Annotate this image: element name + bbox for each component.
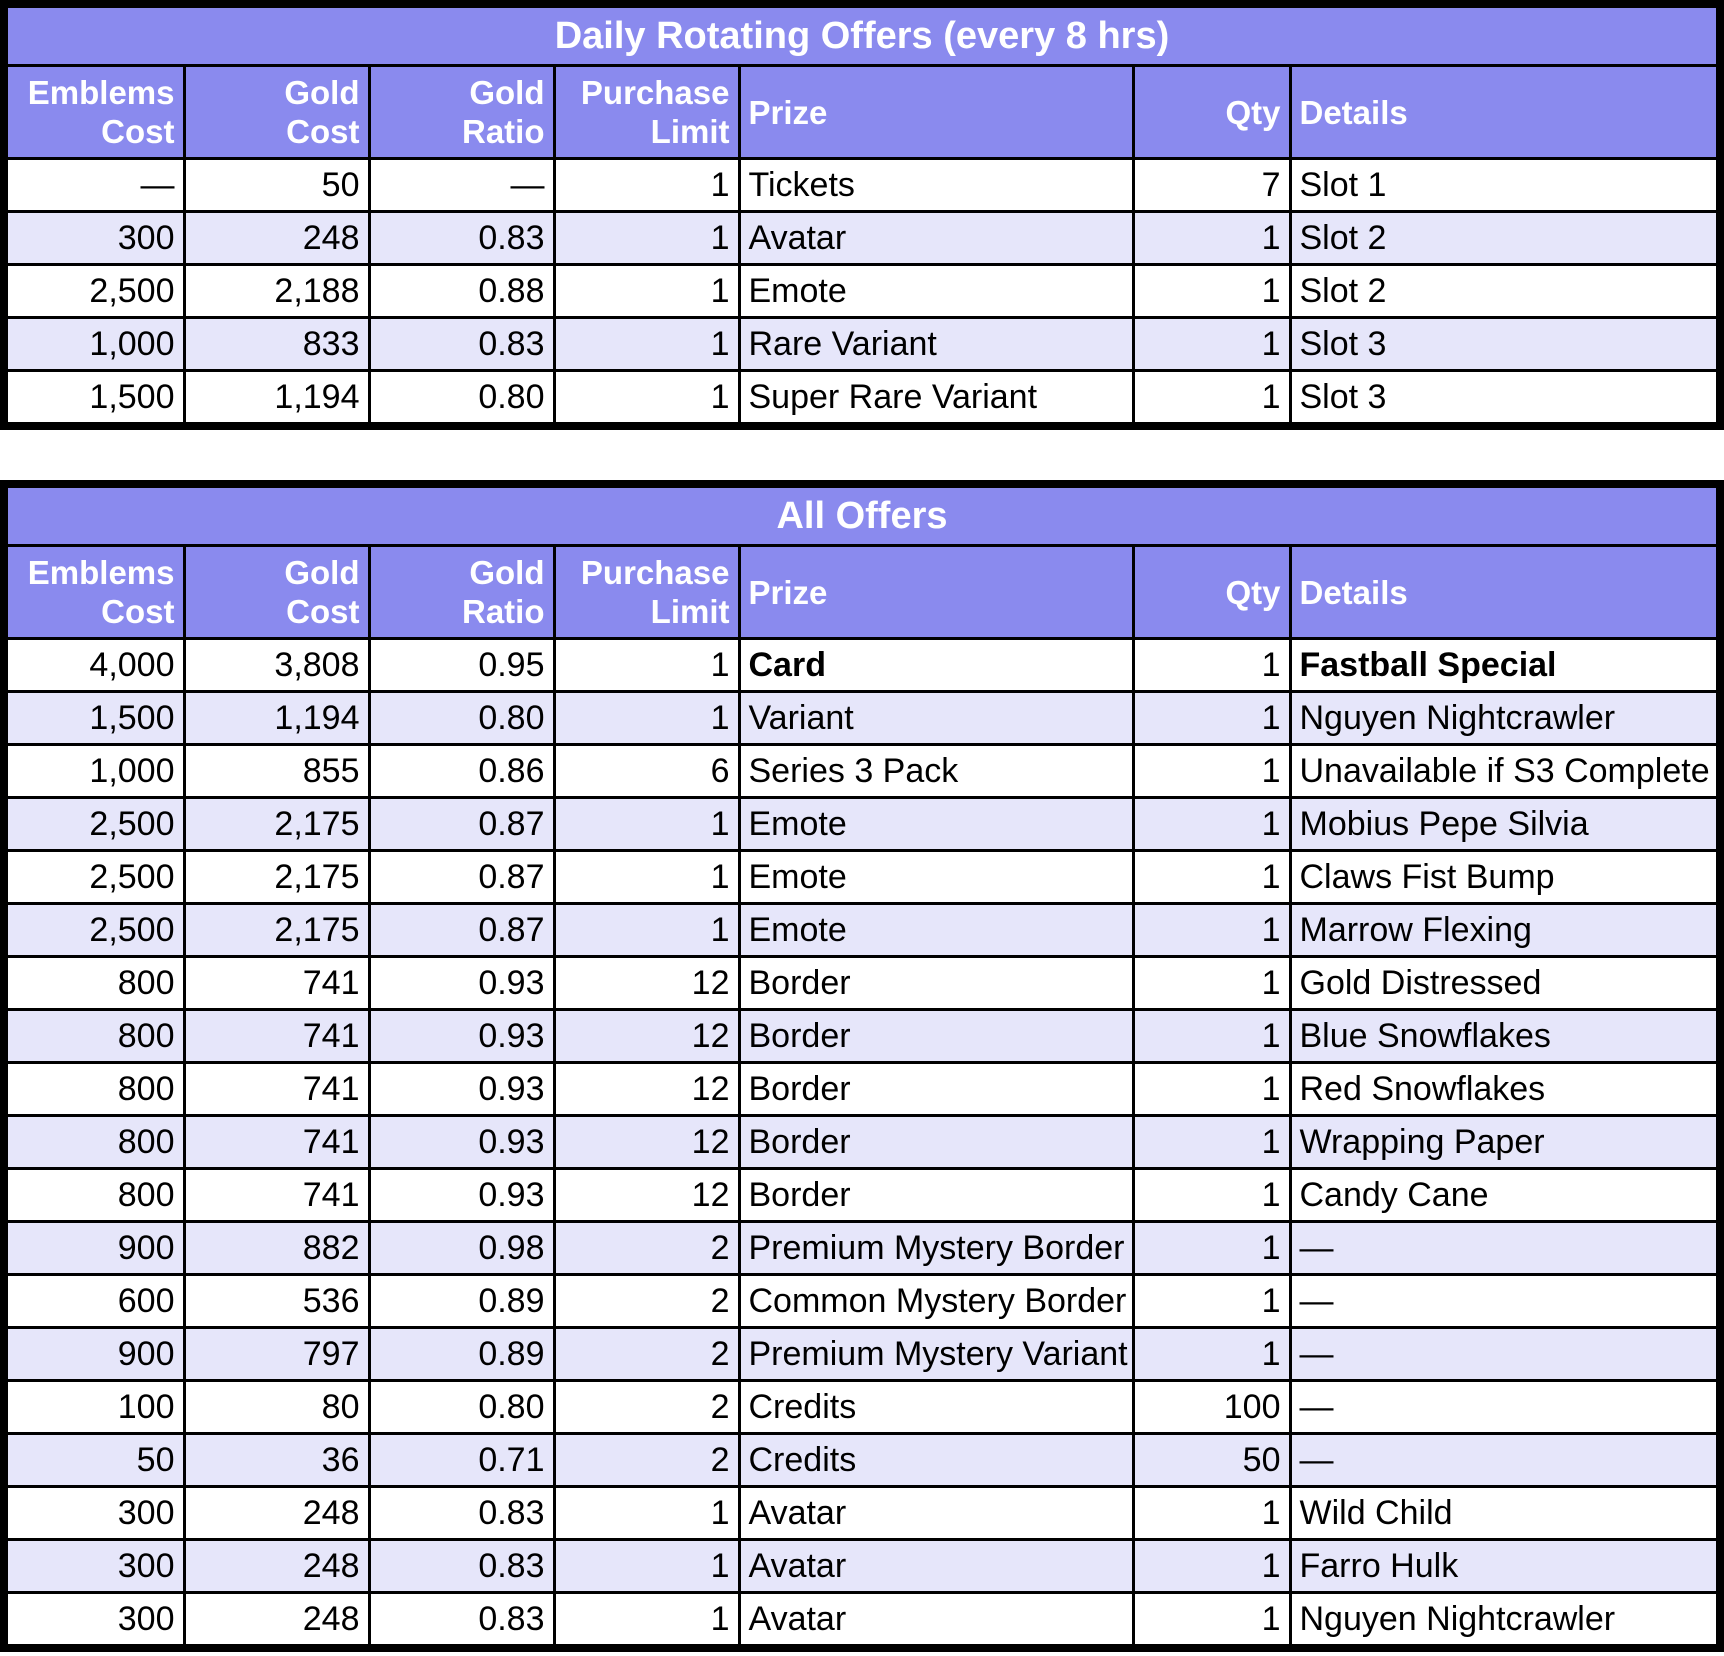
cell-qty: 1 — [1133, 957, 1290, 1010]
cell-details: Nguyen Nightcrawler — [1290, 692, 1720, 745]
cell-gold-cost: 741 — [184, 1116, 369, 1169]
table-row — [4, 1487, 1720, 1540]
cell-gold-ratio: 0.83 — [369, 1593, 554, 1649]
cell-prize: Card — [739, 639, 1133, 692]
cell-gold-ratio: 0.93 — [369, 957, 554, 1010]
cell-gold-cost: 3,808 — [184, 639, 369, 692]
cell-gold-cost: 36 — [184, 1434, 369, 1487]
cell-qty: 1 — [1133, 1222, 1290, 1275]
cell-emblems-cost: 100 — [4, 1381, 184, 1434]
table-row — [4, 639, 1720, 692]
header-details: Details — [1290, 546, 1720, 639]
cell-emblems-cost: 2,500 — [4, 798, 184, 851]
cell-prize: Emote — [739, 798, 1133, 851]
cell-gold-ratio: 0.83 — [369, 318, 554, 371]
header-purchase-limit: Purchase Limit — [554, 66, 739, 159]
cell-emblems-cost: 800 — [4, 1010, 184, 1063]
cell-qty: 1 — [1133, 904, 1290, 957]
cell-details: — — [1290, 1434, 1720, 1487]
cell-gold-cost: 248 — [184, 212, 369, 265]
header-purchase-limit: Purchase Limit — [554, 546, 739, 639]
header-prize: Prize — [739, 66, 1133, 159]
cell-emblems-cost: 2,500 — [4, 851, 184, 904]
header-gold-ratio: Gold Ratio — [369, 546, 554, 639]
cell-purchase-limit: 1 — [554, 159, 739, 212]
cell-details: Marrow Flexing — [1290, 904, 1720, 957]
table-row — [4, 1328, 1720, 1381]
cell-qty: 1 — [1133, 371, 1290, 427]
cell-purchase-limit: 2 — [554, 1381, 739, 1434]
cell-emblems-cost: 2,500 — [4, 265, 184, 318]
cell-qty: 1 — [1133, 1063, 1290, 1116]
cell-gold-cost: 855 — [184, 745, 369, 798]
cell-details: Slot 3 — [1290, 371, 1720, 427]
cell-prize: Border — [739, 1010, 1133, 1063]
cell-qty: 1 — [1133, 639, 1290, 692]
cell-prize: Credits — [739, 1434, 1133, 1487]
cell-gold-cost: 248 — [184, 1593, 369, 1649]
cell-gold-ratio: 0.89 — [369, 1328, 554, 1381]
cell-purchase-limit: 1 — [554, 212, 739, 265]
cell-gold-ratio: 0.86 — [369, 745, 554, 798]
cell-gold-cost: 536 — [184, 1275, 369, 1328]
cell-prize: Tickets — [739, 159, 1133, 212]
cell-gold-ratio: 0.93 — [369, 1063, 554, 1116]
table-row — [4, 1540, 1720, 1593]
table-row — [4, 212, 1720, 265]
cell-qty: 1 — [1133, 745, 1290, 798]
cell-purchase-limit: 1 — [554, 904, 739, 957]
cell-purchase-limit: 12 — [554, 1169, 739, 1222]
cell-gold-cost: 741 — [184, 1169, 369, 1222]
table-row — [4, 371, 1720, 427]
cell-gold-ratio: 0.83 — [369, 212, 554, 265]
cell-qty: 1 — [1133, 1169, 1290, 1222]
cell-gold-ratio: 0.87 — [369, 904, 554, 957]
cell-prize: Credits — [739, 1381, 1133, 1434]
cell-qty: 1 — [1133, 851, 1290, 904]
cell-details: Gold Distressed — [1290, 957, 1720, 1010]
cell-details: Red Snowflakes — [1290, 1063, 1720, 1116]
cell-gold-cost: 2,188 — [184, 265, 369, 318]
cell-emblems-cost: 4,000 — [4, 639, 184, 692]
cell-gold-cost: 1,194 — [184, 371, 369, 427]
cell-purchase-limit: 1 — [554, 265, 739, 318]
daily-offers-header — [4, 66, 1720, 159]
cell-prize: Emote — [739, 851, 1133, 904]
cell-details: Slot 1 — [1290, 159, 1720, 212]
cell-details: Mobius Pepe Silvia — [1290, 798, 1720, 851]
cell-details: Wrapping Paper — [1290, 1116, 1720, 1169]
all-offers-table — [0, 480, 1724, 1652]
cell-emblems-cost: 800 — [4, 1169, 184, 1222]
cell-qty: 1 — [1133, 1540, 1290, 1593]
cell-gold-cost: 1,194 — [184, 692, 369, 745]
cell-gold-cost: 2,175 — [184, 851, 369, 904]
cell-gold-ratio: 0.80 — [369, 1381, 554, 1434]
table-row — [4, 692, 1720, 745]
table-row — [4, 318, 1720, 371]
cell-gold-ratio: 0.83 — [369, 1540, 554, 1593]
cell-qty: 1 — [1133, 1010, 1290, 1063]
cell-details: Wild Child — [1290, 1487, 1720, 1540]
cell-prize: Avatar — [739, 1487, 1133, 1540]
cell-qty: 100 — [1133, 1381, 1290, 1434]
table-row — [4, 745, 1720, 798]
cell-emblems-cost: 50 — [4, 1434, 184, 1487]
cell-purchase-limit: 1 — [554, 798, 739, 851]
cell-purchase-limit: 2 — [554, 1434, 739, 1487]
cell-qty: 1 — [1133, 692, 1290, 745]
cell-details: Unavailable if S3 Complete — [1290, 745, 1720, 798]
cell-purchase-limit: 12 — [554, 1116, 739, 1169]
cell-gold-ratio: 0.71 — [369, 1434, 554, 1487]
cell-emblems-cost: 900 — [4, 1222, 184, 1275]
cell-emblems-cost: 300 — [4, 1593, 184, 1649]
cell-details: Nguyen Nightcrawler — [1290, 1593, 1720, 1649]
cell-qty: 1 — [1133, 265, 1290, 318]
header-prize: Prize — [739, 546, 1133, 639]
header-emblems-cost: Emblems Cost — [4, 66, 184, 159]
table-row — [4, 1169, 1720, 1222]
cell-prize: Series 3 Pack — [739, 745, 1133, 798]
cell-purchase-limit: 1 — [554, 1487, 739, 1540]
cell-purchase-limit: 1 — [554, 1540, 739, 1593]
cell-details: Slot 3 — [1290, 318, 1720, 371]
header-gold-cost: Gold Cost — [184, 66, 369, 159]
cell-gold-ratio: 0.83 — [369, 1487, 554, 1540]
cell-purchase-limit: 2 — [554, 1222, 739, 1275]
cell-gold-ratio: 0.87 — [369, 798, 554, 851]
daily-offers-table — [0, 0, 1724, 430]
cell-gold-ratio: 0.93 — [369, 1010, 554, 1063]
header-details: Details — [1290, 66, 1720, 159]
cell-purchase-limit: 2 — [554, 1275, 739, 1328]
cell-gold-cost: 80 — [184, 1381, 369, 1434]
table-row — [4, 904, 1720, 957]
cell-qty: 1 — [1133, 1487, 1290, 1540]
cell-prize: Rare Variant — [739, 318, 1133, 371]
cell-qty: 1 — [1133, 1116, 1290, 1169]
table-row — [4, 957, 1720, 1010]
cell-gold-ratio: 0.80 — [369, 692, 554, 745]
cell-gold-cost: 741 — [184, 1010, 369, 1063]
cell-purchase-limit: 1 — [554, 639, 739, 692]
cell-qty: 7 — [1133, 159, 1290, 212]
cell-purchase-limit: 1 — [554, 318, 739, 371]
cell-gold-cost: 2,175 — [184, 904, 369, 957]
cell-emblems-cost: 300 — [4, 1540, 184, 1593]
table-row — [4, 1593, 1720, 1649]
cell-gold-cost: 833 — [184, 318, 369, 371]
cell-gold-cost: 797 — [184, 1328, 369, 1381]
cell-prize: Avatar — [739, 212, 1133, 265]
cell-gold-ratio: 0.95 — [369, 639, 554, 692]
table-row — [4, 1222, 1720, 1275]
header-gold-cost: Gold Cost — [184, 546, 369, 639]
cell-gold-cost: 741 — [184, 1063, 369, 1116]
cell-prize: Avatar — [739, 1540, 1133, 1593]
cell-gold-ratio: 0.89 — [369, 1275, 554, 1328]
cell-purchase-limit: 6 — [554, 745, 739, 798]
cell-gold-cost: 50 — [184, 159, 369, 212]
cell-emblems-cost: 300 — [4, 1487, 184, 1540]
cell-details: Candy Cane — [1290, 1169, 1720, 1222]
cell-purchase-limit: 12 — [554, 1063, 739, 1116]
cell-emblems-cost: 300 — [4, 212, 184, 265]
cell-qty: 1 — [1133, 1275, 1290, 1328]
cell-prize: Border — [739, 957, 1133, 1010]
header-qty: Qty — [1133, 66, 1290, 159]
cell-prize: Border — [739, 1169, 1133, 1222]
cell-emblems-cost: — — [4, 159, 184, 212]
cell-gold-cost: 248 — [184, 1540, 369, 1593]
cell-purchase-limit: 1 — [554, 371, 739, 427]
cell-prize: Common Mystery Border — [739, 1275, 1133, 1328]
cell-prize: Premium Mystery Variant — [739, 1328, 1133, 1381]
cell-prize: Emote — [739, 265, 1133, 318]
cell-prize: Variant — [739, 692, 1133, 745]
cell-details: — — [1290, 1381, 1720, 1434]
all-offers-header — [4, 546, 1720, 639]
cell-qty: 1 — [1133, 1328, 1290, 1381]
cell-qty: 50 — [1133, 1434, 1290, 1487]
cell-gold-ratio: 0.80 — [369, 371, 554, 427]
cell-purchase-limit: 1 — [554, 1593, 739, 1649]
cell-gold-cost: 882 — [184, 1222, 369, 1275]
cell-gold-ratio: 0.93 — [369, 1169, 554, 1222]
cell-prize: Emote — [739, 904, 1133, 957]
cell-gold-ratio: 0.98 — [369, 1222, 554, 1275]
cell-qty: 1 — [1133, 798, 1290, 851]
cell-details: Slot 2 — [1290, 212, 1720, 265]
cell-purchase-limit: 12 — [554, 1010, 739, 1063]
cell-details: — — [1290, 1275, 1720, 1328]
table-row — [4, 1063, 1720, 1116]
cell-purchase-limit: 1 — [554, 851, 739, 904]
cell-gold-cost: 2,175 — [184, 798, 369, 851]
cell-purchase-limit: 12 — [554, 957, 739, 1010]
header-gold-ratio: Gold Ratio — [369, 66, 554, 159]
cell-emblems-cost: 1,500 — [4, 692, 184, 745]
cell-prize: Premium Mystery Border — [739, 1222, 1133, 1275]
cell-details: Farro Hulk — [1290, 1540, 1720, 1593]
cell-gold-ratio: 0.93 — [369, 1116, 554, 1169]
cell-qty: 1 — [1133, 318, 1290, 371]
cell-emblems-cost: 600 — [4, 1275, 184, 1328]
cell-gold-cost: 741 — [184, 957, 369, 1010]
cell-purchase-limit: 1 — [554, 692, 739, 745]
cell-qty: 1 — [1133, 1593, 1290, 1649]
cell-qty: 1 — [1133, 212, 1290, 265]
cell-emblems-cost: 1,500 — [4, 371, 184, 427]
cell-emblems-cost: 900 — [4, 1328, 184, 1381]
header-qty: Qty — [1133, 546, 1290, 639]
cell-details: — — [1290, 1222, 1720, 1275]
cell-details: — — [1290, 1328, 1720, 1381]
cell-details: Claws Fist Bump — [1290, 851, 1720, 904]
table-row — [4, 1381, 1720, 1434]
cell-gold-ratio: 0.87 — [369, 851, 554, 904]
daily-offers-title: Daily Rotating Offers (every 8 hrs) — [4, 4, 1720, 66]
table-row — [4, 1275, 1720, 1328]
table-row — [4, 1116, 1720, 1169]
cell-emblems-cost: 800 — [4, 957, 184, 1010]
cell-prize: Border — [739, 1063, 1133, 1116]
table-row — [4, 1010, 1720, 1063]
all-offers-title: All Offers — [4, 484, 1720, 546]
table-row — [4, 851, 1720, 904]
cell-prize: Avatar — [739, 1593, 1133, 1649]
table-row — [4, 1434, 1720, 1487]
cell-gold-ratio: — — [369, 159, 554, 212]
cell-gold-cost: 248 — [184, 1487, 369, 1540]
cell-details: Blue Snowflakes — [1290, 1010, 1720, 1063]
cell-emblems-cost: 1,000 — [4, 745, 184, 798]
cell-emblems-cost: 800 — [4, 1116, 184, 1169]
cell-emblems-cost: 2,500 — [4, 904, 184, 957]
table-row — [4, 265, 1720, 318]
cell-prize: Border — [739, 1116, 1133, 1169]
cell-purchase-limit: 2 — [554, 1328, 739, 1381]
header-emblems-cost: Emblems Cost — [4, 546, 184, 639]
cell-gold-ratio: 0.88 — [369, 265, 554, 318]
table-row — [4, 159, 1720, 212]
table-row — [4, 798, 1720, 851]
cell-prize: Super Rare Variant — [739, 371, 1133, 427]
cell-details: Fastball Special — [1290, 639, 1720, 692]
cell-emblems-cost: 800 — [4, 1063, 184, 1116]
cell-emblems-cost: 1,000 — [4, 318, 184, 371]
cell-details: Slot 2 — [1290, 265, 1720, 318]
